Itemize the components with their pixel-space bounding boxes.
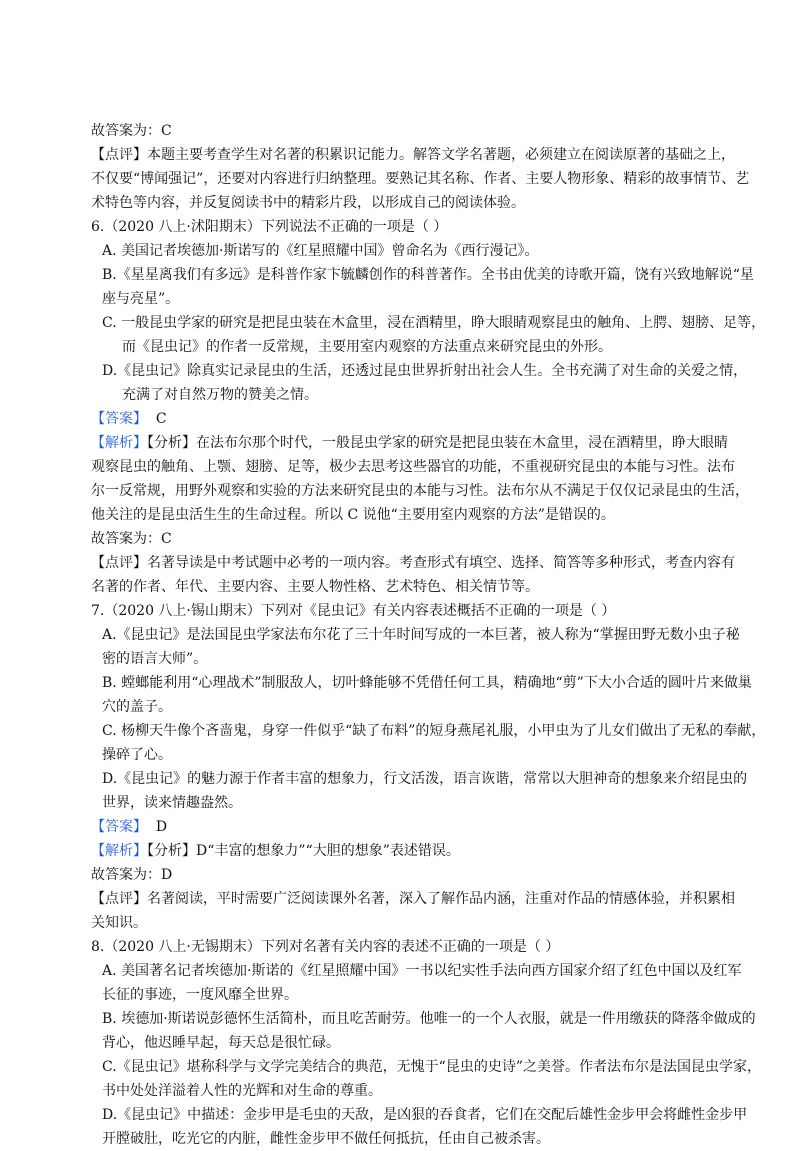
answer-row bbox=[91, 815, 709, 839]
option-d: D.《昆虫记》的魅力源于作者丰富的想象力，行文活泼，语言诙谐，常常以大胆神奇的想象来介绍昆虫的 bbox=[102, 771, 748, 787]
analysis-text: 尔一反常规，用野外观察和实验的方法来研究昆虫的本能与习性。法布尔从不满足于仅仅记录昆虫的生活， bbox=[91, 483, 749, 499]
answer-line: 故答案为：C bbox=[91, 123, 172, 139]
analysis-text: 【分析】在法布尔那个时代，一般昆虫学家的研究是把昆虫装在木盒里，浸在酒精里，睁大眼睛 bbox=[147, 435, 728, 451]
document-content bbox=[91, 119, 766, 1151]
option-a: A. 美国记者埃德加·斯诺写的《红星照耀中国》曾命名为《西行漫记》。 bbox=[102, 243, 539, 259]
answer-line: 故答案为：C bbox=[91, 531, 172, 547]
answer-line: 故答案为：D bbox=[91, 867, 173, 883]
option-c: C.《昆虫记》堪称科学与文学完美结合的典范，无愧于“昆虫的史诗”之美誉。作者法布尔是法国昆虫学家， bbox=[102, 1059, 761, 1075]
comment-paragraph bbox=[91, 887, 735, 911]
question-title: 8.（2020 八上·无锡期末）下列对名著有关内容的表述不正确的一项是（ ） bbox=[91, 939, 560, 955]
answer-row bbox=[91, 407, 709, 431]
option-c-cont: 操碎了心。 bbox=[102, 747, 172, 763]
option-a-cont: 密的语言大师”。 bbox=[102, 651, 208, 667]
option-c-cont: 而《昆虫记》的作者一反常规，主要用室内观察的方法重点来研究昆虫的外形。 bbox=[122, 339, 612, 355]
option-b-cont: 穴的盖子。 bbox=[102, 699, 172, 715]
answer-value: D bbox=[155, 819, 168, 835]
option-d-cont: 世界，读来情趣盎然。 bbox=[102, 795, 242, 811]
comment-paragraph bbox=[91, 551, 735, 575]
option-b: B. 埃德加·斯诺说彭德怀生活简朴，而且吃苦耐劳。他唯一的一个人衣服，就是一件用缴获的降落伞做成的 bbox=[102, 1011, 756, 1027]
question-title: 6.（2020 八上·沭阳期末）下列说法不正确的一项是（ ） bbox=[91, 219, 448, 235]
comment-tag: 【点评】 bbox=[91, 891, 147, 907]
option-b-cont: 背心，他迟睡早起，每天总是很忙碌。 bbox=[102, 1035, 340, 1051]
comment-text: 本题主要考查学生对名著的积累识记能力。解答文学名著题，必须建立在阅读原著的基础之上， bbox=[147, 147, 735, 163]
answer-tag: 【答案】 bbox=[91, 819, 147, 835]
comment-text: 关知识。 bbox=[91, 915, 147, 931]
comment-text: 名著的作者、年代、主要内容、主要人物性格、艺术特色、相关情节等。 bbox=[91, 579, 539, 595]
comment-text: 名著阅读，平时需要广泛阅读课外名著，深入了解作品内涵，注重对作品的情感体验，并积累相 bbox=[147, 891, 735, 907]
analysis-paragraph bbox=[91, 839, 709, 863]
option-b: B.《星星离我们有多远》是科普作家卞毓麟创作的科普著作。全书由优美的诗歌开篇，饶有兴致地解说“星 bbox=[102, 267, 754, 283]
question-title: 7.（2020 八上·锡山期末）下列对《昆虫记》有关内容表述概括不正确的一项是（ ） bbox=[91, 603, 616, 619]
comment-text: 名著导读是中考试题中必考的一项内容。考查形式有填空、选择、简答等多种形式，考查内容有 bbox=[147, 555, 735, 571]
option-d-cont: 开膛破肚，吃光它的内脏，雌性金步甲不做任何抵抗，任由自己被杀害。 bbox=[102, 1131, 550, 1147]
option-a: A.《昆虫记》是法国昆虫学家法布尔花了三十年时间写成的一本巨著，被人称为“掌握田野无数小虫子秘 bbox=[102, 627, 740, 643]
option-c: C. 一般昆虫学家的研究是把昆虫装在木盒里，浸在酒精里，睁大眼睛观察昆虫的触角、上腭、翅膀、足等， bbox=[102, 315, 766, 331]
answer-value: C bbox=[155, 411, 167, 427]
option-a-cont: 长征的事迹，一度风靡全世界。 bbox=[102, 987, 298, 1003]
comment-tag: 【点评】 bbox=[91, 555, 147, 571]
answer-tag: 【答案】 bbox=[91, 411, 147, 427]
option-c-cont: 书中处处洋溢着人性的光辉和对生命的尊重。 bbox=[102, 1083, 382, 1099]
option-a: A. 美国著名记者埃德加·斯诺的《红星照耀中国》一书以纪实性手法向西方国家介绍了红色中国以及红军 bbox=[102, 963, 742, 979]
comment-tag: 【点评】 bbox=[91, 147, 147, 163]
analysis-text: 观察昆虫的触角、上颚、翅膀、足等，极少去思考这些器官的功能，不重视研究昆虫的本能与习性。法布 bbox=[91, 459, 735, 475]
analysis-text: 【分析】D“丰富的想象力”“大胆的想象”表述错误。 bbox=[147, 843, 460, 859]
option-d: D.《昆虫记》中描述：金步甲是毛虫的天敌，是凶狠的吞食者，它们在交配后雄性金步甲会将雌性金步甲 bbox=[102, 1107, 748, 1123]
comment-text: 术特色等内容，并反复阅读书中的精彩片段，以形成自己的阅读体验。 bbox=[91, 195, 525, 211]
option-b: B. 螳螂能利用“心理战术”制服敌人，切叶蜂能够不凭借任何工具，精确地“剪”下大小合适的圆叶片来做巢 bbox=[102, 675, 752, 691]
analysis-tag: 【解析】 bbox=[91, 843, 147, 859]
analysis-text: 他关注的是昆虫活生生的生命过程。所以 C 说他“主要用室内观察的方法”是错误的。 bbox=[91, 507, 615, 523]
option-d-cont: 充满了对自然万物的赞美之情。 bbox=[122, 387, 318, 403]
comment-text: 不仅要“博闻强记”，还要对内容进行归纳整理。要熟记其名称、作者、主要人物形象、精彩的故事情节、艺 bbox=[91, 171, 750, 187]
analysis-paragraph bbox=[91, 431, 728, 455]
option-b-cont: 座与亮星”。 bbox=[102, 291, 180, 307]
option-c: C. 杨柳天牛像个吝啬鬼，身穿一件似乎“缺了布料”的短身燕尾礼服，小甲虫为了儿女们做出了无私的奉献， bbox=[102, 723, 766, 739]
comment-paragraph bbox=[91, 143, 735, 167]
option-d: D.《昆虫记》除真实记录昆虫的生活，还透过昆虫世界折射出社会人生。全书充满了对生命的关爱之情， bbox=[102, 363, 748, 379]
analysis-tag: 【解析】 bbox=[91, 435, 147, 451]
